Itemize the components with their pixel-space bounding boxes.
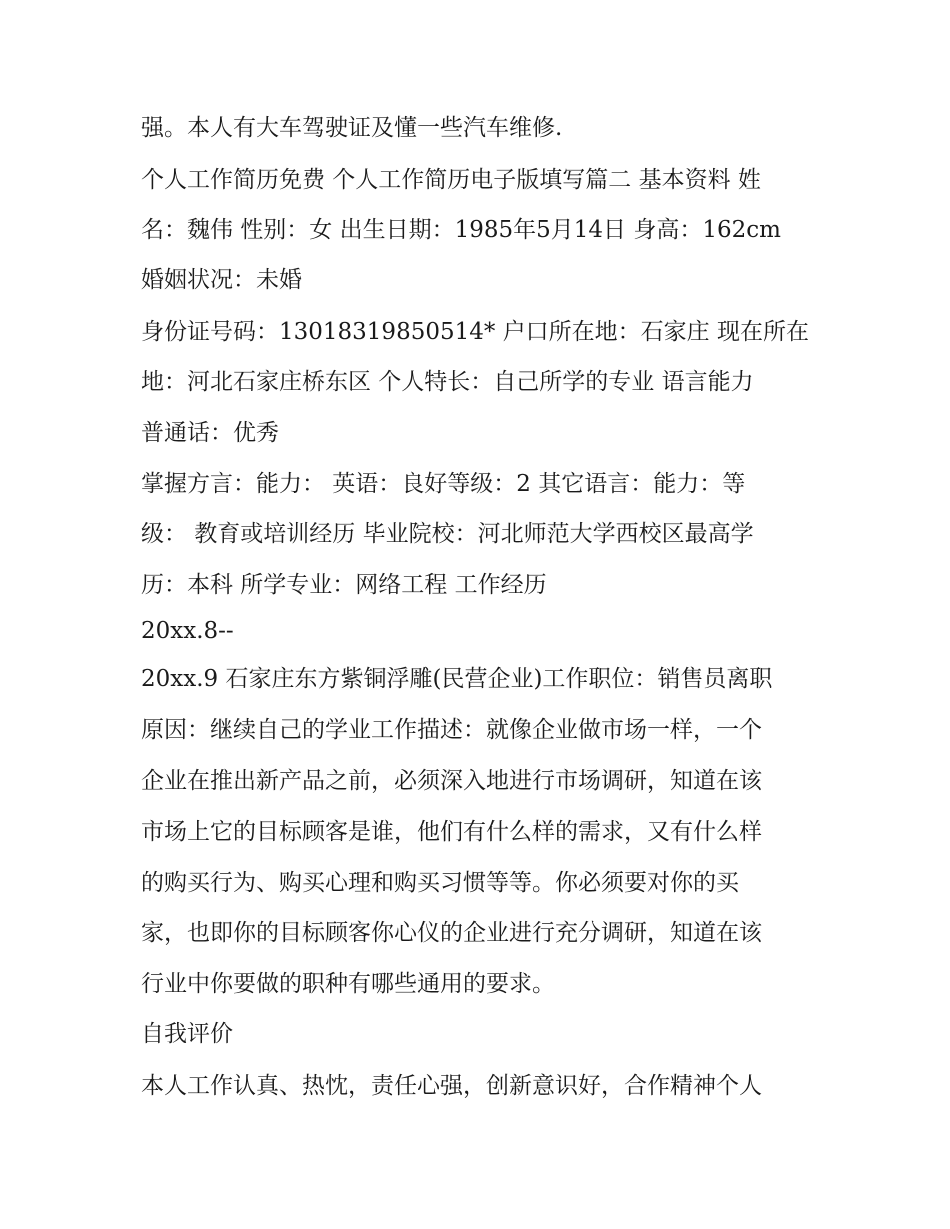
text-line: 本人工作认真、热忱，责任心强，创新意识好，合作精神个人 [141,1073,762,1099]
text-line: 20xx.8-- [141,618,234,644]
text-line: 个人工作简历免费 个人工作简历电子版填写篇二 基本资料 姓 [141,167,761,193]
text-line: 名：魏伟 性别：女 出生日期：1985年5月14日 身高：162cm [141,217,781,243]
text-line: 强。本人有大车驾驶证及懂一些汽车维修. [141,115,563,141]
text-line: 行业中你要做的职种有哪些通用的要求。 [141,971,555,997]
text-line: 地：河北石家庄桥东区 个人特长：自己所学的专业 语言能力 [141,369,754,395]
text-line: 20xx.9 石家庄东方紫铜浮雕(民营企业)工作职位：销售员离职 [141,666,773,692]
text-line: 普通话：优秀 [141,420,279,446]
text-line: 原因：继续自己的学业工作描述：就像企业做市场一样，一个 [141,717,762,743]
text-line: 企业在推出新产品之前，必须深入地进行市场调研，知道在该 [141,768,762,794]
text-line: 市场上它的目标顾客是谁，他们有什么样的需求，又有什么样 [141,819,762,845]
section-heading: 自我评价 [141,1021,233,1047]
text-line: 历：本科 所学专业：网络工程 工作经历 [141,572,547,598]
text-line: 的购买行为、购买心理和购买习惯等等。你必须要对你的买 [141,870,739,896]
text-line: 掌握方言：能力： 英语：良好等级：2 其它语言：能力：等 [141,471,746,497]
text-line: 婚姻状况：未婚 [141,267,302,293]
text-line: 家，也即你的目标顾客你心仪的企业进行充分调研，知道在该 [141,920,762,946]
text-line: 级： 教育或培训经历 毕业院校：河北师范大学西校区最高学 [141,521,754,547]
text-line: 身份证号码：13018319850514* 户口所在地：石家庄 现在所在 [141,319,809,345]
